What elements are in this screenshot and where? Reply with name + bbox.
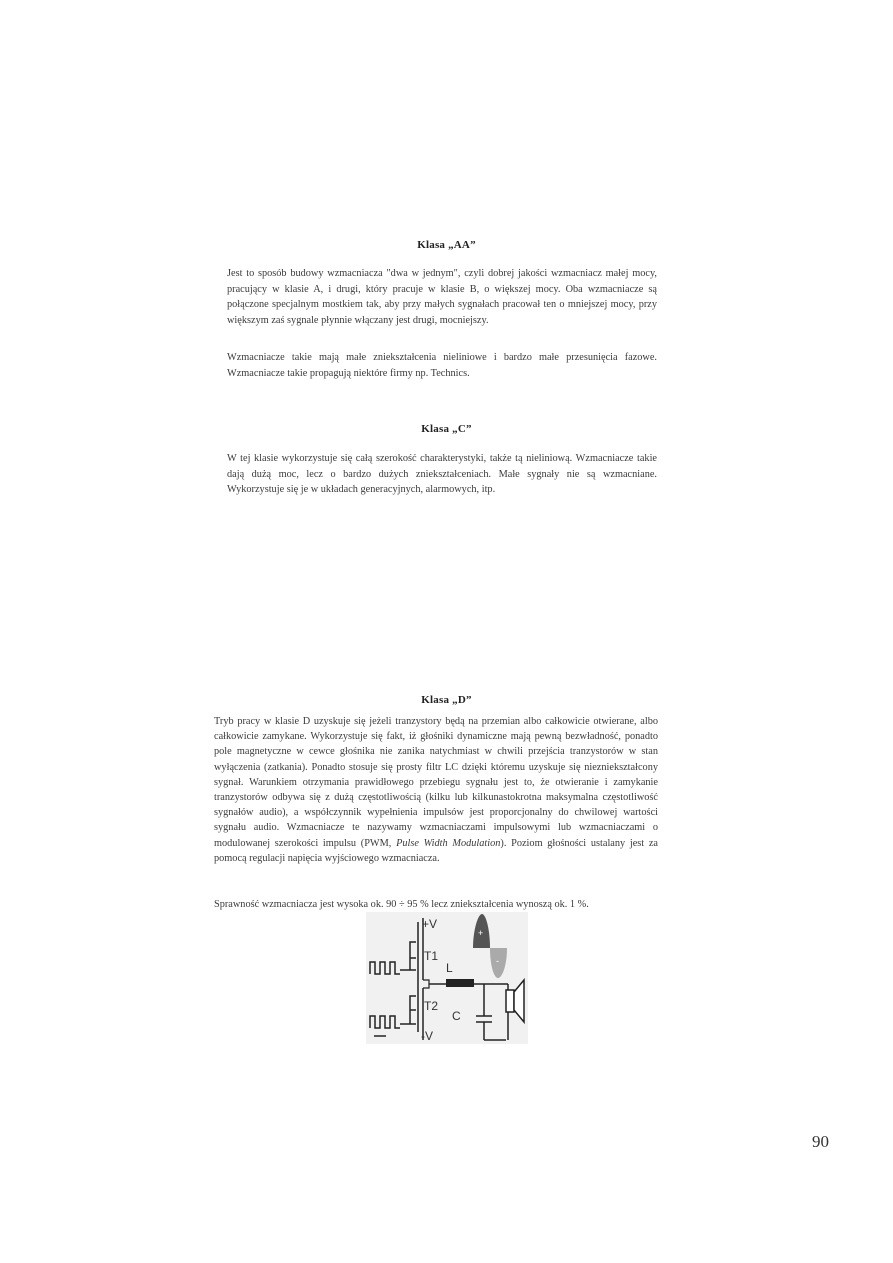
paragraph-class-aa-distortion: Wzmacniacze takie mają małe zniekształcenia nieliniowe i bardzo małe przesunięcia fazowe. Wzmacniacze takie propagują niektóre firmy np. Technics. — [227, 352, 657, 379]
paragraph-class-d-italic-term: Pulse Width Modulation — [396, 837, 501, 849]
label-c: C — [452, 1009, 461, 1023]
inductor-l-icon — [446, 979, 474, 987]
label-plus-v: +V — [422, 917, 438, 931]
label-l: L — [446, 961, 453, 975]
paragraph-class-d-description — [214, 714, 658, 866]
paragraph-class-c-description: W tej klasie wykorzystuje się całą szerokość charakterystyki, także tą nieliniową. Wzmacniacze takie dają dużą moc, lecz o bardzo dużych zniekształceniach. Małe sygnały nie są wzmacniane. Wykorzystuje się je w układach generacyjnych, alarmowych, itp. — [227, 453, 657, 496]
pulse-train-top-icon — [370, 962, 400, 974]
pulse-train-bottom-icon — [370, 1016, 400, 1028]
label-t1: T1 — [424, 949, 439, 963]
label-minus-v: -V — [421, 1029, 433, 1043]
class-d-circuit-diagram — [366, 912, 528, 1044]
paragraph-class-d-text-start: Tryb pracy w klasie D uzyskuje się jeżeli tranzystory będą na przemian albo całkowicie otwierane, albo całkowicie zamykane. Wykorzystuje się fakt, iż głośniki dynamiczne mają pewną bezwładność, ponadto pole magnetyczne w cewce głośnika nie zanika natychmiast w chwili przejścia tranzystorów w stan wyłączenia (zatkania). Ponadto stosuje się prosty filtr LC dzięki któremu uzyskuje się niezniekształcony sygnał. Warunkiem otrzymania prawidłowego przebiegu sygnału jest to, że otwieranie i zamykanie tranzystorów odbywa się z dużą częstotliwością (kilku lub kilkunastokrotna maksymalna częstotliwość sygnałów audio), a współczynnik wypełnienia impulsów jest proporcjonalny do chwilowej wartości sygnału audio. Wzmacniacze te nazywamy wzmacniaczami impulsowymi lub wzmacniaczami o modulowanej szerokości impulsu (PWM, — [214, 716, 658, 849]
paragraph-class-d-efficiency: Sprawność wzmacniacza jest wysoka ok. 90 ÷ 95 % lecz zniekształcenia wynoszą ok. 1 %. — [214, 899, 589, 910]
waveform-plus-sign: + — [478, 928, 484, 938]
heading-class-d: Klasa „D” — [421, 694, 472, 706]
page-number: 90 — [812, 1132, 829, 1151]
waveform-minus-sign: - — [496, 956, 499, 966]
heading-class-aa: Klasa „AA” — [417, 239, 476, 251]
heading-class-c: Klasa „C” — [421, 423, 472, 435]
paragraph-class-d-text-end: ). Poziom głośności ustalany jest za pomocą regulacji napięcia wyjściowego wzmacniacza. — [214, 837, 658, 864]
label-t2: T2 — [424, 999, 439, 1013]
paragraph-class-aa-description: Jest to sposób budowy wzmacniacza "dwa w jednym", czyli dobrej jakości wzmacniacz małej mocy, pracujący w klasie A, i drugi, który pracuje w klasie B, o większej mocy. Oba wzmacniacze są połączone specjalnym mostkiem tak, aby przy małych sygnałach pracował ten o mniejszej mocy, przy większym zaś sygnale płynnie włączany jest drugi, mocniejszy. — [227, 268, 657, 326]
